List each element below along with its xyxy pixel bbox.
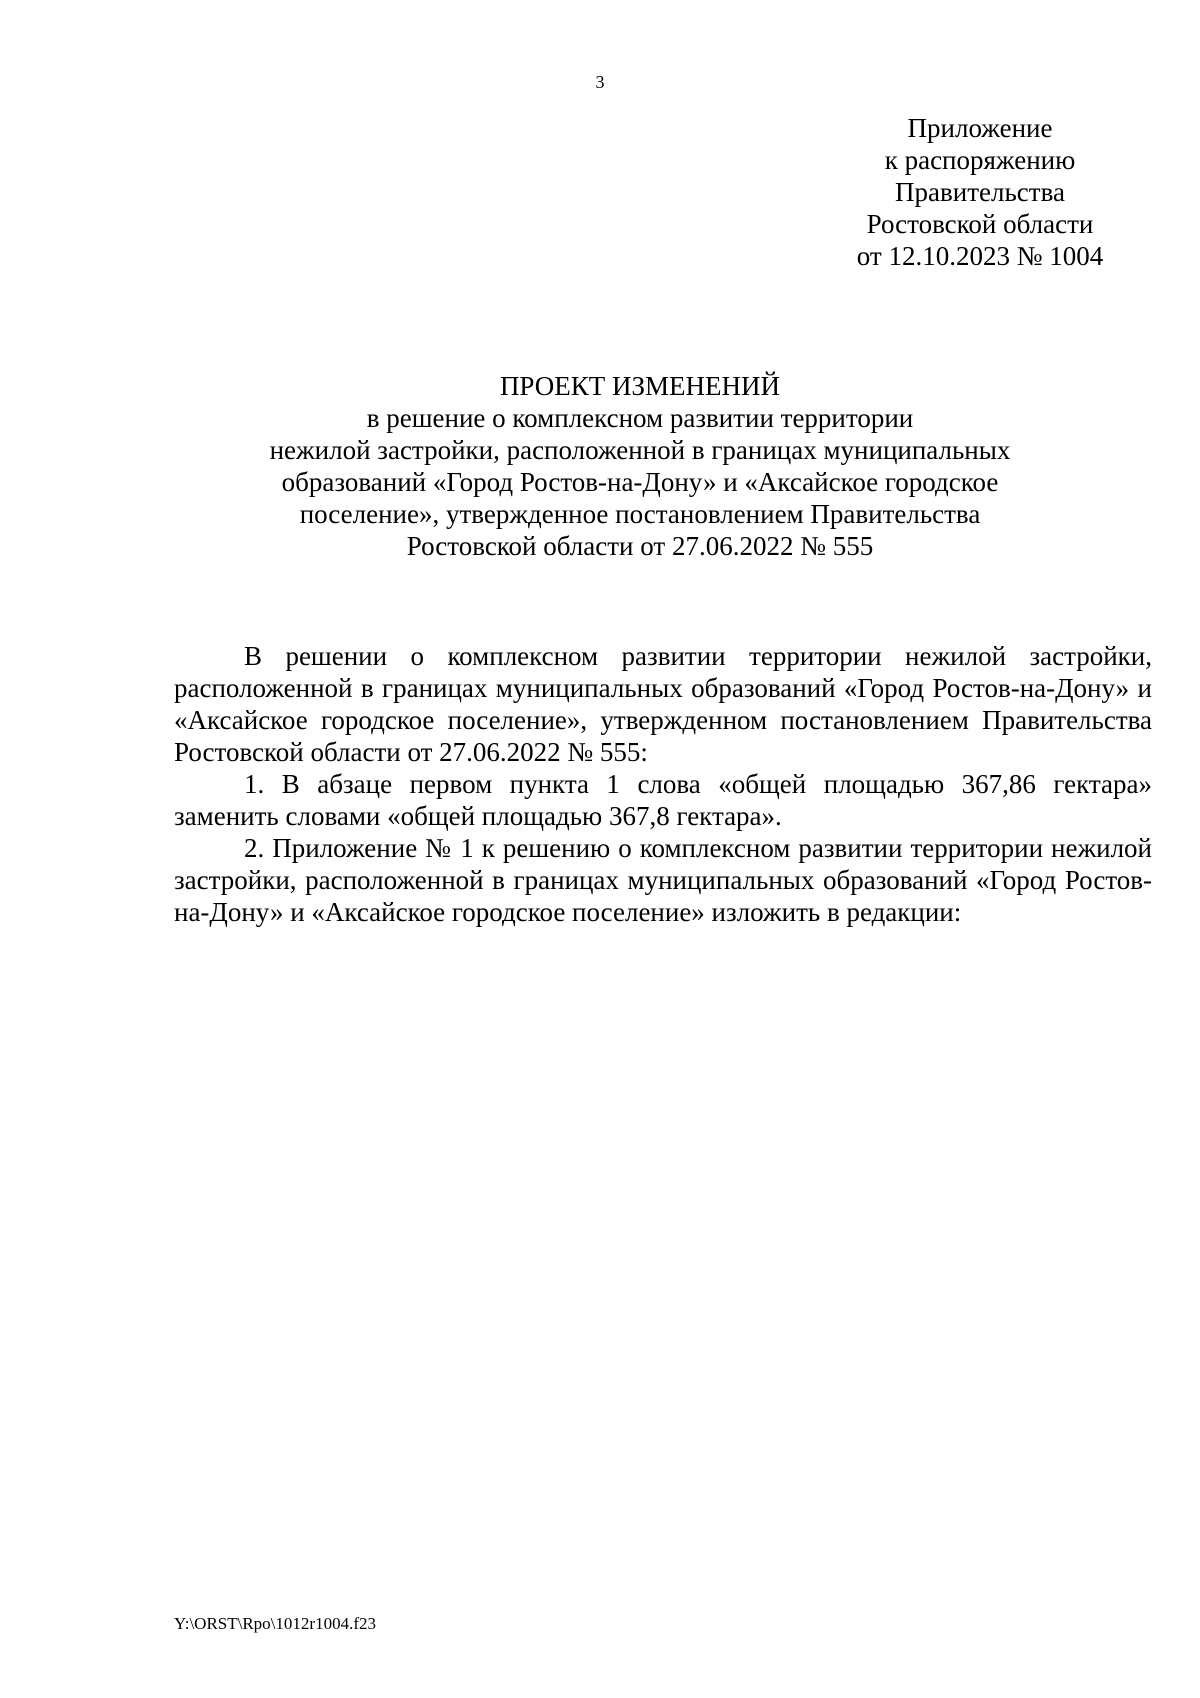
appendix-date-number: от 12.10.2023 № 1004	[856, 241, 1104, 271]
body-paragraph-intro: В решении о комплексном развитии территории нежилой застройки, расположенной в границах муниципальных образований «Город Ростов-на-Дону» и «Аксайское городское поселение», утвержденном постановлением Правительства Ростовской области от 27.06.2022 № 555:	[174, 641, 1152, 767]
appendix-line: Ростовской области	[866, 209, 1094, 239]
title-line: образований «Город Ростов-на-Дону» и «Аксайское городское	[281, 467, 999, 497]
body-paragraph-item-2: 2. Приложение № 1 к решению о комплексном развитии территории нежилой застройки, расположенной в границах муниципальных образований «Город Ростов-на-Дону» и «Аксайское городское поселение» изложить в редакции:	[174, 833, 1152, 927]
appendix-line: Приложение	[907, 113, 1053, 143]
appendix-line: к распоряжению	[884, 145, 1076, 175]
title-line: нежилой застройки, расположенной в границах муниципальных	[269, 435, 1011, 465]
document-body	[174, 640, 1152, 928]
appendix-line: Правительства	[895, 177, 1065, 207]
title-heading: ПРОЕКТ ИЗМЕНЕНИЙ	[499, 371, 781, 401]
page-number: 3	[595, 72, 605, 92]
document-title	[170, 370, 1110, 562]
title-line: Ростовской области от 27.06.2022 № 555	[406, 531, 874, 561]
body-paragraph-item-1: 1. В абзаце первом пункта 1 слова «общей площадью 367,86 гектара» заменить словами «общей площадью 367,8 гектара».	[174, 769, 1152, 831]
footer-file-path: Y:\ORST\Rpo\1012r1004.f23	[174, 1614, 376, 1633]
title-line: поселение», утвержденное постановлением Правительства	[299, 499, 981, 529]
title-line: в решение о комплексном развитии территории	[366, 403, 914, 433]
appendix-block	[820, 112, 1140, 272]
